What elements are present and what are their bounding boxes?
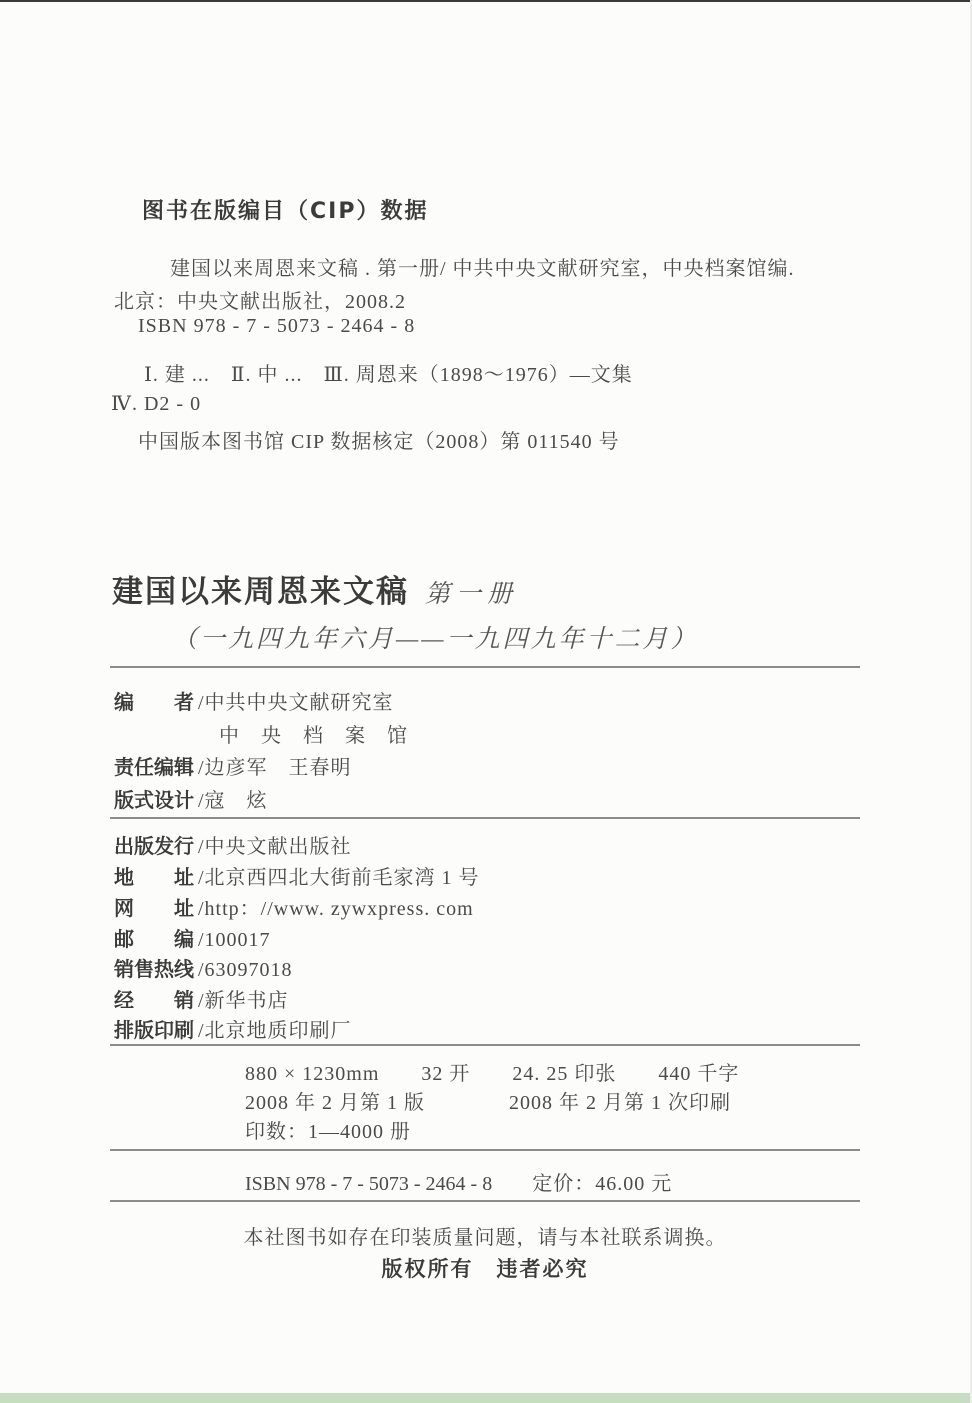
page-top-edge <box>0 0 970 2</box>
staff-row-editor <box>114 686 394 715</box>
publisher-row-sales-hotline <box>114 953 293 982</box>
publisher-label: 地 址 <box>114 865 194 889</box>
cip-isbn: ISBN 978 - 7 - 5073 - 2464 - 8 <box>138 315 416 337</box>
print-spec-edition: 2008 年 2 月第 1 版 2008 年 2 月第 1 次印刷 <box>245 1092 731 1114</box>
cip-entry-line1: 建国以来周恩来文稿 . 第一册/ 中共中央文献研究室，中央档案馆编. <box>170 258 795 280</box>
print-spec-run: 印数：1—4000 册 <box>245 1121 411 1143</box>
publisher-label: 经 销 <box>114 988 194 1012</box>
publisher-row-printer <box>114 1014 352 1043</box>
publisher-label: 出版发行 <box>114 834 194 858</box>
book-title-row <box>112 566 518 611</box>
staff-value: /寇 炫 <box>198 790 268 812</box>
staff-label: 责任编辑 <box>114 755 194 779</box>
cip-header: 图书在版编目（CIP）数据 <box>142 199 429 224</box>
book-title: 建国以来周恩来文稿 <box>112 574 409 610</box>
copyright-notice: 版权所有 违者必究 <box>381 1257 589 1281</box>
divider-5 <box>110 1200 860 1202</box>
price: 定价：46.00 元 <box>532 1173 673 1195</box>
isbn-price-row <box>245 1167 672 1196</box>
publisher-label: 销售热线 <box>114 957 194 981</box>
staff-value: 中 央 档 案 馆 <box>198 725 408 747</box>
publisher-row-website <box>114 892 474 921</box>
staff-value: /中共中央文献研究室 <box>198 692 394 714</box>
publisher-value: /北京西四北大街前毛家湾 1 号 <box>198 867 480 889</box>
publisher-value: /100017 <box>198 929 271 951</box>
book-volume: 第一册 <box>425 581 519 608</box>
publisher-value: /http：//www. zywxpress. com <box>198 898 474 920</box>
divider-3 <box>110 1044 860 1046</box>
staff-row-editor2 <box>114 719 408 748</box>
publisher-label: 网 址 <box>114 896 194 920</box>
publisher-row-postcode <box>114 923 271 952</box>
staff-row-responsible-editor <box>114 751 352 780</box>
divider-1 <box>110 666 860 668</box>
cip-registration: 中国版本图书馆 CIP 数据核定（2008）第 011540 号 <box>138 431 620 453</box>
cip-classification-line2: Ⅳ. D2 - 0 <box>111 393 202 415</box>
publisher-row-address <box>114 861 480 890</box>
staff-row-layout-designer <box>114 784 268 813</box>
divider-4 <box>110 1149 860 1151</box>
page-bottom-strip <box>0 1393 970 1403</box>
publisher-row-publisher <box>114 830 352 859</box>
cip-classification-line1: Ⅰ. 建 ... Ⅱ. 中 ... Ⅲ. 周恩来（1898～1976）—文集 <box>144 364 633 386</box>
publisher-label: 排版印刷 <box>114 1018 194 1042</box>
staff-label: 编 者 <box>114 690 194 714</box>
publisher-value: /63097018 <box>198 959 293 981</box>
print-spec-format: 880 × 1230mm 32 开 24. 25 印张 440 千字 <box>245 1063 740 1085</box>
publisher-value: /北京地质印刷厂 <box>198 1020 352 1042</box>
staff-label: 版式设计 <box>114 788 194 812</box>
publisher-value: /中央文献出版社 <box>198 836 352 858</box>
isbn-number: ISBN 978 - 7 - 5073 - 2464 - 8 <box>245 1173 493 1195</box>
publisher-value: /新华书店 <box>198 990 289 1012</box>
publisher-row-distributor <box>114 984 289 1013</box>
quality-notice: 本社图书如存在印装质量问题，请与本社联系调换。 <box>243 1227 727 1249</box>
cip-entry-line2: 北京：中央文献出版社，2008.2 <box>114 291 406 313</box>
publisher-label: 邮 编 <box>114 927 194 951</box>
book-subtitle: （一九四九年六月——一九四九年十二月） <box>172 626 699 653</box>
staff-value: /边彦军 王春明 <box>198 757 352 779</box>
divider-2 <box>110 817 860 819</box>
